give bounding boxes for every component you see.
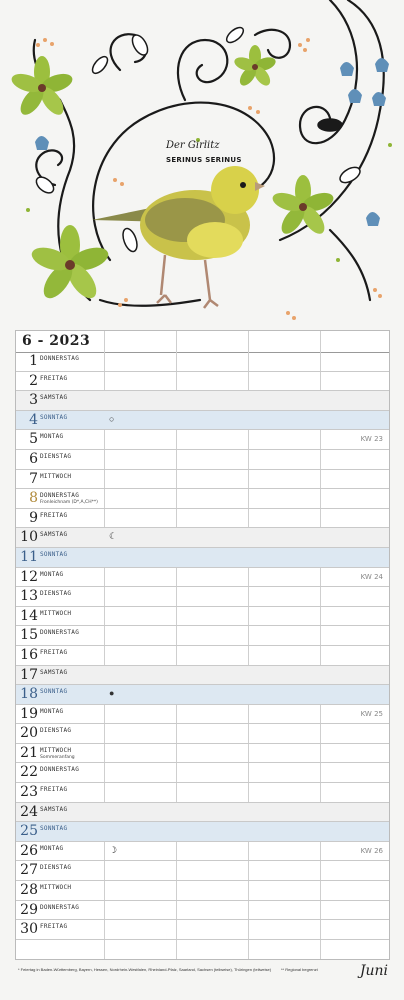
day-row[interactable] <box>16 626 389 646</box>
weekday-name: DONNERSTAG <box>40 492 80 500</box>
day-row[interactable] <box>16 372 389 392</box>
day-number: 23 <box>20 784 38 801</box>
calendar-week-label: KW 26 <box>360 846 383 855</box>
day-number: 12 <box>20 568 38 585</box>
day-number: 2 <box>29 372 38 389</box>
weekday-name: MITTWOCH <box>40 746 72 754</box>
calendar-week-label: KW 23 <box>360 435 383 444</box>
day-number: 9 <box>29 509 38 526</box>
day-row[interactable] <box>16 901 389 921</box>
day-row[interactable] <box>16 842 389 862</box>
day-row[interactable] <box>16 783 389 803</box>
weekday-name: MITTWOCH <box>40 884 72 892</box>
weekday-name: SONNTAG <box>40 688 68 696</box>
day-row[interactable] <box>16 881 389 901</box>
weekday-name: MITTWOCH <box>40 472 72 480</box>
day-row[interactable] <box>16 568 389 588</box>
weekday-name: MONTAG <box>40 570 64 578</box>
day-number: 21 <box>20 744 38 761</box>
month-name: Juni <box>359 963 388 979</box>
weekday-name: FREITAG <box>40 374 68 382</box>
day-number: 22 <box>20 764 38 781</box>
day-number: 10 <box>20 529 38 546</box>
weekday-name: DONNERSTAG <box>40 766 80 774</box>
weekday-name: SONNTAG <box>40 550 68 558</box>
day-number: 8 <box>29 490 38 507</box>
weekday-name: DIENSTAG <box>40 590 72 598</box>
holiday-footnote: * Feiertag in Baden-Württemberg, Bayern, Hessen, Nordrhein-Westfalen, Rheinland-Pfalz, Saarland, Sachsen (teilweise), Thüringen (teilweise) <box>18 967 272 972</box>
day-note: Sommeranfang <box>40 754 75 760</box>
calendar-week-label: KW 25 <box>360 709 383 718</box>
weekday-name: FREITAG <box>40 511 68 519</box>
calendar-header <box>16 331 389 353</box>
weekday-name: FREITAG <box>40 648 68 656</box>
day-row[interactable] <box>16 489 389 509</box>
day-number: 28 <box>20 882 38 899</box>
day-row[interactable] <box>16 646 389 666</box>
weekday-name: SAMSTAG <box>40 531 68 539</box>
day-rows <box>16 352 389 940</box>
bird-illustration <box>0 0 404 330</box>
day-row[interactable] <box>16 666 389 686</box>
weekday-name: MONTAG <box>40 707 64 715</box>
day-number: 30 <box>20 921 38 938</box>
day-row[interactable] <box>16 920 389 940</box>
day-number: 13 <box>20 588 38 605</box>
weekday-name: DIENSTAG <box>40 727 72 735</box>
day-row[interactable] <box>16 744 389 764</box>
weekday-name: FREITAG <box>40 923 68 931</box>
day-number: 16 <box>20 646 38 663</box>
day-row[interactable] <box>16 430 389 450</box>
day-number: 17 <box>20 666 38 683</box>
day-number: 24 <box>20 803 38 820</box>
weekday-name: DONNERSTAG <box>40 629 80 637</box>
moon-phase-icon: ☽ <box>109 844 118 855</box>
day-number: 18 <box>20 686 38 703</box>
day-row[interactable] <box>16 724 389 744</box>
calendar-footer <box>18 963 388 993</box>
weekday-name: FREITAG <box>40 786 68 794</box>
weekday-name: MONTAG <box>40 433 64 441</box>
day-row[interactable] <box>16 411 389 431</box>
day-number: 26 <box>20 842 38 859</box>
day-number: 15 <box>20 627 38 644</box>
day-number: 11 <box>20 548 38 565</box>
day-number: 4 <box>29 411 38 428</box>
day-row[interactable] <box>16 450 389 470</box>
day-number: 25 <box>20 823 38 840</box>
day-row[interactable] <box>16 509 389 529</box>
day-number: 3 <box>29 392 38 409</box>
weekday-name: SAMSTAG <box>40 394 68 402</box>
day-row[interactable] <box>16 548 389 568</box>
bird-latin-name: SERINUS SERINUS <box>166 156 242 164</box>
day-row[interactable] <box>16 803 389 823</box>
day-note: Fronleichnam (D*,A,CH**) <box>40 500 98 506</box>
day-number: 1 <box>29 353 38 369</box>
day-row[interactable] <box>16 607 389 627</box>
day-row[interactable] <box>16 528 389 548</box>
bird-name-title: Der Girlitz <box>166 140 220 151</box>
calendar-grid <box>15 330 390 960</box>
month-header: 6 - 2023 <box>22 333 91 349</box>
day-row[interactable] <box>16 391 389 411</box>
day-row[interactable] <box>16 587 389 607</box>
day-number: 14 <box>20 607 38 624</box>
day-row[interactable] <box>16 861 389 881</box>
weekday-name: DONNERSTAG <box>40 355 80 362</box>
weekday-name: DIENSTAG <box>40 452 72 460</box>
day-number: 29 <box>20 901 38 918</box>
weekday-name: SONNTAG <box>40 413 68 421</box>
day-row[interactable] <box>16 352 389 372</box>
weekday-name: SAMSTAG <box>40 805 68 813</box>
moon-phase-icon: ● <box>109 688 115 699</box>
day-number: 27 <box>20 862 38 879</box>
weekday-name: MONTAG <box>40 844 64 852</box>
weekday-name: SONNTAG <box>40 825 68 833</box>
day-row[interactable] <box>16 470 389 490</box>
day-number: 6 <box>29 450 38 467</box>
weekday-name: MITTWOCH <box>40 609 72 617</box>
day-row[interactable] <box>16 763 389 783</box>
day-number: 20 <box>20 725 38 742</box>
weekday-name: SAMSTAG <box>40 668 68 676</box>
day-number: 19 <box>20 705 38 722</box>
weekday-name: DONNERSTAG <box>40 903 80 911</box>
moon-phase-icon: ☾ <box>109 531 118 542</box>
day-row[interactable] <box>16 705 389 725</box>
regional-footnote: ** Regional begrenzt <box>281 967 318 972</box>
calendar-week-label: KW 24 <box>360 572 383 581</box>
day-number: 5 <box>29 431 38 448</box>
weekday-name: DIENSTAG <box>40 864 72 872</box>
day-number: 7 <box>29 470 38 487</box>
day-row[interactable] <box>16 822 389 842</box>
day-row[interactable] <box>16 685 389 705</box>
moon-phase-icon: ○ <box>109 413 115 424</box>
